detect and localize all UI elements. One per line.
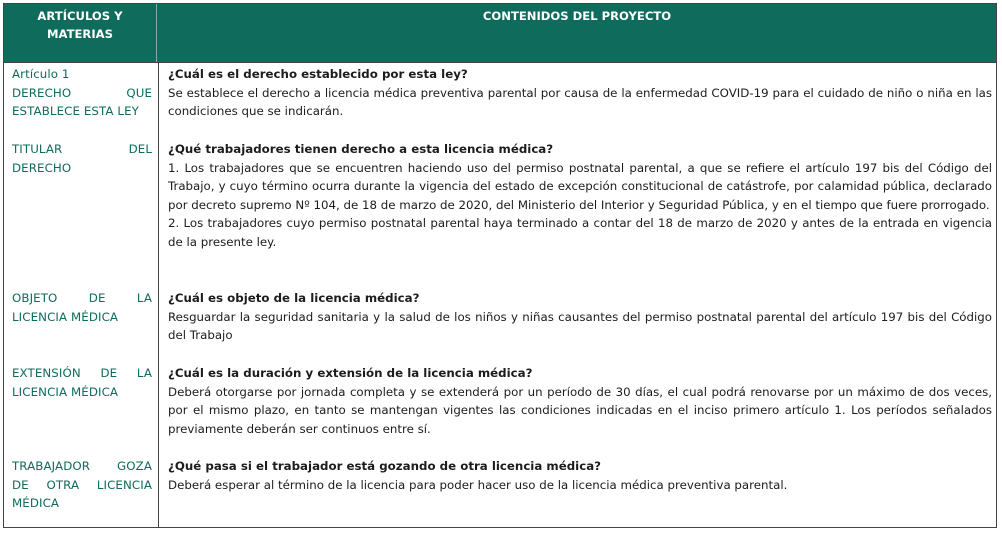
row-question: ¿Cuál es objeto de la licencia médica?	[168, 291, 420, 305]
row-label-line: OBJETO DE LA	[12, 291, 152, 305]
row-content	[168, 364, 992, 438]
row-paragraph: 2. Los trabajadores cuyo permiso postnatal parental haya terminado a contar del 18 de marzo de 2020 y antes de la entrada en vigencia de la presente ley.	[168, 216, 992, 249]
row-content	[168, 457, 992, 494]
row-label-line: EXTENSIÓN DE LA	[12, 366, 152, 380]
row-content	[168, 65, 992, 121]
row-label-line: MÉDICA	[12, 496, 60, 511]
header-contents-column: CONTENIDOS DEL PROYECTO	[482, 9, 672, 23]
row-question: ¿Qué pasa si el trabajador está gozando de otra licencia médica?	[168, 459, 601, 473]
row-label	[12, 140, 152, 177]
column-divider	[158, 62, 159, 527]
table-header	[4, 4, 996, 63]
row-paragraph: Resguardar la seguridad sanitaria y la salud de los niños y niñas causantes del permiso postnatal parental del artículo 197 bis del Código del Trabajo	[168, 309, 992, 343]
row-question: ¿Cuál es la duración y extensión de la licencia médica?	[168, 366, 533, 380]
row-label-line: TRABAJADOR GOZA	[12, 459, 152, 473]
row-paragraph: 1. Los trabajadores que se encuentren haciendo uso del permiso postnatal parental, a que se refiere el artículo 197 bis del Código del Trabajo, y cuyo término ocurra durante la vigencia del estado de excepción constitucional de catástrofe, por calamidad pública, declarado por decreto supremo Nº 104, de 18 de marzo de 2020, del Ministerio del Interior y Seguridad Pública, y en el tiempo que fuere prorrogado.	[168, 160, 992, 212]
header-articles-line2: MATERIAS	[46, 27, 113, 41]
row-label-line: LICENCIA MÉDICA	[12, 384, 119, 399]
row-question: ¿Cuál es el derecho establecido por esta ley?	[168, 67, 468, 81]
row-label-line: ESTABLECE ESTA LEY	[12, 104, 139, 119]
row-label-line: DE OTRA LICENCIA	[12, 477, 152, 492]
row-label-line: LICENCIA MÉDICA	[12, 309, 119, 324]
row-content	[168, 140, 992, 252]
row-content	[168, 289, 992, 345]
row-paragraph: Deberá otorgarse por jornada completa y se extenderá por un período de 30 días, el cual podrá renovarse por un máximo de dos veces, por el mismo plazo, en tanto se mantengan vigentes las condiciones indicadas en el inciso primero artículo 1. Los períodos señalados previamente deberán ser continuos entre sí.	[168, 384, 992, 436]
row-question: ¿Qué trabajadores tienen derecho a esta licencia médica?	[168, 142, 554, 156]
header-articles-column	[4, 4, 157, 62]
row-paragraph: Deberá esperar al término de la licencia para poder hacer uso de la licencia médica preventiva parental.	[168, 477, 788, 492]
row-label-line: Artículo 1	[12, 67, 70, 81]
row-label	[12, 457, 152, 513]
row-label	[12, 289, 152, 326]
row-paragraph: Se establece el derecho a licencia médica preventiva parental por causa de la enfermedad COVID-19 para el cuidado de niño o niña en las condiciones que se indicarán.	[168, 85, 992, 119]
content-table	[3, 3, 997, 528]
row-label-line: DERECHO	[12, 160, 72, 175]
row-label	[12, 364, 152, 401]
header-articles-line1: ARTÍCULOS Y	[37, 9, 123, 23]
row-label	[12, 65, 152, 121]
row-label-line: DERECHO QUE	[12, 85, 152, 100]
row-label-line: TITULAR DEL	[12, 142, 152, 156]
